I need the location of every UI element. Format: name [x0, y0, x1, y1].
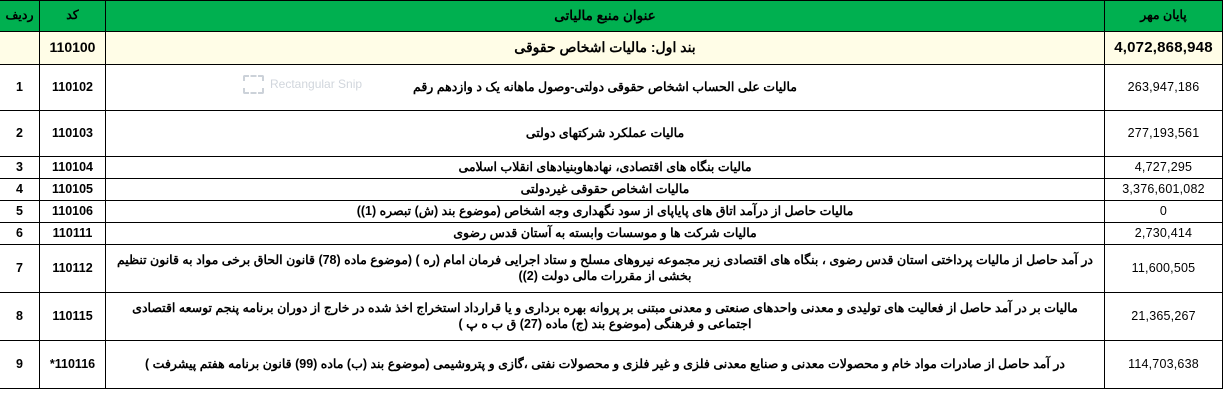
row-code: 110103: [40, 111, 106, 157]
row-title: مالیات بر در آمد حاصل از فعالیت های تولیدی و معدنی واحدهای صنعتی و معدنی مبتنی بر پروانه بهره برداری و یا قرارداد استخراج اخذ شده در خارج از دوران برنامه پنجم توسعه اقتصادی اجتماعی و فرهنگی (موضوع بند (ج) ماده (27) ق ب ه پ ): [106, 293, 1105, 341]
row-code: 110111: [40, 223, 106, 245]
table-row: [0, 341, 1223, 389]
column-header-title: عنوان منبع مالیاتی: [106, 1, 1105, 32]
row-code: 110102: [40, 65, 106, 111]
row-code: 110106: [40, 201, 106, 223]
row-amount: 3,376,601,082: [1105, 179, 1223, 201]
row-code: 110116*: [40, 341, 106, 389]
row-radif: 3: [0, 157, 40, 179]
row-amount: 11,600,505: [1105, 245, 1223, 293]
section-title: بند اول: مالیات اشخاص حقوقی: [106, 32, 1105, 65]
row-title: مالیات اشخاص حقوقی غیردولتی: [106, 179, 1105, 201]
row-radif: 1: [0, 65, 40, 111]
row-title: در آمد حاصل از مالیات پرداختی استان قدس رضوی ، بنگاه های اقتصادی زیر مجموعه نیروهای مسلح و ستاد اجرایی فرمان امام (ره ) (موضوع ماده (78) قانون الحاق برخی مواد به قانون تنظیم بخشی از مقررات مالی دولت (2)): [106, 245, 1105, 293]
table-row: [0, 293, 1223, 341]
row-radif: 9: [0, 341, 40, 389]
section-code: 110100: [40, 32, 106, 65]
row-title: مالیات شرکت ها و موسسات وابسته به آستان قدس رضوی: [106, 223, 1105, 245]
section-radif: [0, 32, 40, 65]
row-amount: 21,365,267: [1105, 293, 1223, 341]
table-row: [0, 157, 1223, 179]
column-header-radif: ردیف: [0, 1, 40, 32]
header-row: [0, 1, 1223, 32]
section-amount: 4,072,868,948: [1105, 32, 1223, 65]
row-radif: 6: [0, 223, 40, 245]
row-radif: 8: [0, 293, 40, 341]
row-amount: 114,703,638: [1105, 341, 1223, 389]
row-title: مالیات حاصل از درآمد اتاق های پایاپای از سود نگهداری وجه اشخاص (موضوع بند (ش) تبصره (1)): [106, 201, 1105, 223]
table-header: [0, 1, 1223, 32]
column-header-amount: پایان مهر: [1105, 1, 1223, 32]
row-radif: 4: [0, 179, 40, 201]
row-code: 110104: [40, 157, 106, 179]
row-title: مالیات علی الحساب اشخاص حقوقی دولتی-وصول ماهانه یک د وازدهم رقم: [106, 65, 1105, 111]
table-row: [0, 111, 1223, 157]
row-title: در آمد حاصل از صادرات مواد خام و محصولات معدنی و صنایع معدنی فلزی و غیر فلزی و محصولات نفتی ،گازی و پتروشیمی (موضوع بند (ب) ماده (99) قانون برنامه هفتم پیشرفت ): [106, 341, 1105, 389]
row-code: 110105: [40, 179, 106, 201]
row-radif: 5: [0, 201, 40, 223]
row-radif: 2: [0, 111, 40, 157]
table-row: [0, 245, 1223, 293]
row-code: 110115: [40, 293, 106, 341]
table-row: [0, 223, 1223, 245]
section-row: [0, 32, 1223, 65]
row-title: مالیات عملکرد شرکتهای دولتی: [106, 111, 1105, 157]
table-row: [0, 65, 1223, 111]
table-body: [0, 32, 1223, 389]
table-row: [0, 201, 1223, 223]
row-amount: 4,727,295: [1105, 157, 1223, 179]
table-row: [0, 179, 1223, 201]
row-code: 110112: [40, 245, 106, 293]
rectangular-snip-label: Rectangular Snip: [270, 77, 363, 91]
row-amount: 2,730,414: [1105, 223, 1223, 245]
row-radif: 7: [0, 245, 40, 293]
row-title: مالیات بنگاه های اقتصادی، نهادهاوبنیادهای انقلاب اسلامی: [106, 157, 1105, 179]
row-amount: 277,193,561: [1105, 111, 1223, 157]
row-amount: 263,947,186: [1105, 65, 1223, 111]
row-amount: 0: [1105, 201, 1223, 223]
column-header-code: کد: [40, 1, 106, 32]
